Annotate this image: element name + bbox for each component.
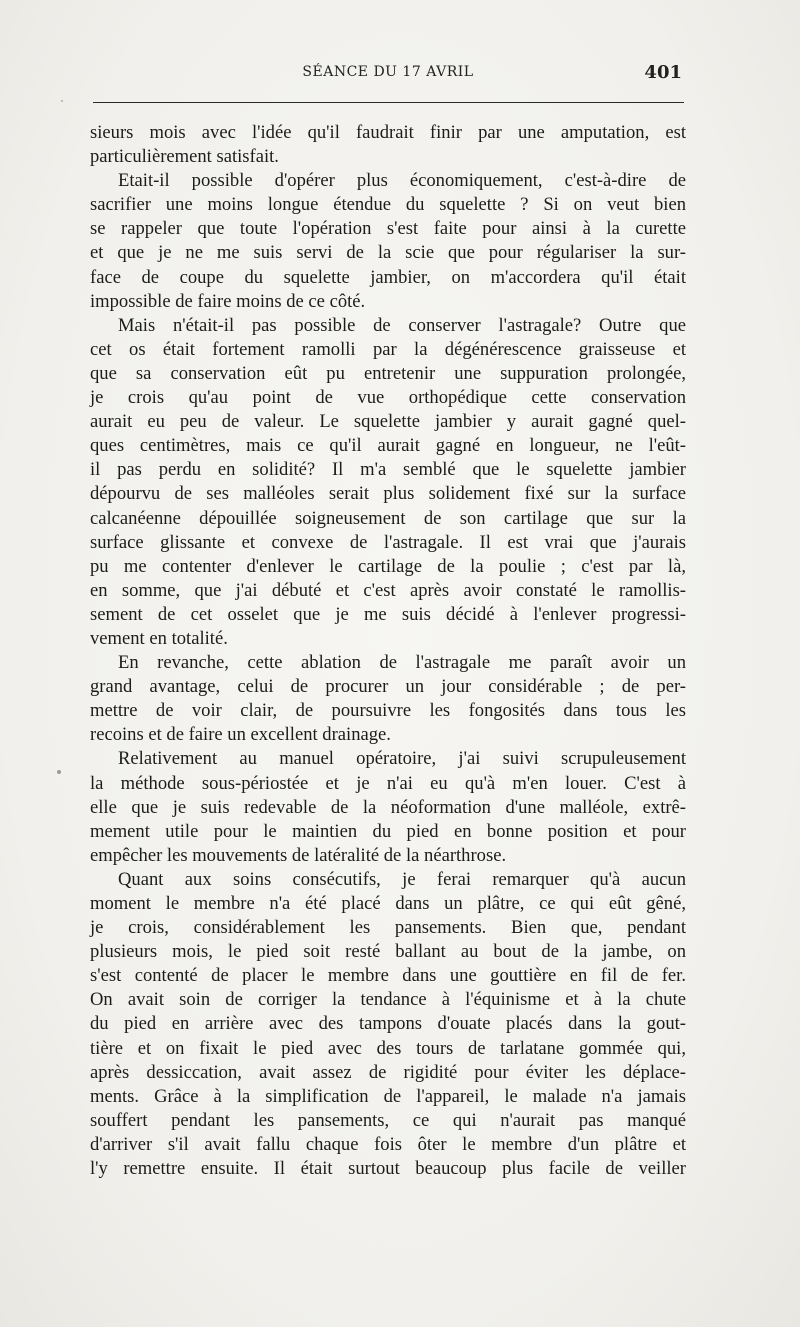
- text-line: En revanche, cette ablation de l'astragale me paraît avoir un: [118, 652, 686, 674]
- header-rule: [93, 102, 684, 103]
- text-line: que sa conservation eût pu entretenir une suppuration prolongée,: [90, 362, 686, 384]
- text-line: elle que je suis redevable de la néoformation d'une malléole, extrê-: [90, 796, 686, 818]
- running-title: SÉANCE DU 17 AVRIL: [302, 64, 474, 80]
- text-line: On avait soin de corriger la tendance à l'équinisme et à la chute: [90, 989, 686, 1011]
- body-text: [90, 121, 686, 1181]
- text-line: après dessiccation, avait assez de rigidité pour éviter les déplace-: [90, 1061, 686, 1083]
- text-line: s'est contenté de placer le membre dans une gouttière en fil de fer.: [90, 965, 686, 987]
- text-line: pu me contenter d'enlever le cartilage de la poulie ; c'est par là,: [90, 555, 686, 577]
- text-line: particulièrement satisfait.: [90, 146, 279, 168]
- text-line: tière et on fixait le pied avec des tours de tarlatane gommée qui,: [90, 1037, 686, 1059]
- text-line: du pied en arrière avec des tampons d'ouate placés dans la gout-: [90, 1013, 686, 1035]
- text-line: il pas perdu en solidité? Il m'a semblé que le squelette jambier: [90, 459, 686, 481]
- text-line: calcanéenne dépouillée soigneusement de son cartilage que sur la: [90, 507, 686, 529]
- text-line: recoins et de faire un excellent drainage.: [90, 724, 391, 746]
- text-line: empêcher les mouvements de latéralité de la néarthrose.: [90, 844, 507, 866]
- paragraph: [90, 314, 686, 651]
- paragraph: [90, 651, 686, 747]
- running-header: [90, 62, 686, 88]
- text-line: Relativement au manuel opératoire, j'ai suivi scrupuleusement: [118, 748, 686, 770]
- text-line: et que je ne me suis servi de la scie que pour régulariser la sur-: [90, 242, 686, 264]
- text-line: se rappeler que toute l'opération s'est faite pour ainsi à la curette: [90, 218, 686, 240]
- paragraph: [90, 747, 686, 867]
- text-line: souffert pendant les pansements, ce qui n'aurait pas manqué: [90, 1109, 686, 1131]
- text-line: grand avantage, celui de procurer un jour considérable ; de per-: [90, 676, 686, 698]
- text-line: sieurs mois avec l'idée qu'il faudrait finir par une amputation, est: [90, 122, 686, 143]
- paragraph: [90, 121, 686, 169]
- text-line: la méthode sous-périostée et je n'ai eu qu'à m'en louer. C'est à: [90, 772, 686, 794]
- text-line: d'arriver s'il avait fallu chaque fois ôter le membre d'un plâtre et: [90, 1133, 686, 1155]
- print-speck: [61, 100, 63, 102]
- text-line: mettre de voir clair, de poursuivre les fongosités dans tous les: [90, 700, 686, 722]
- text-line: Etait-il possible d'opérer plus économiquement, c'est-à-dire de: [118, 170, 686, 192]
- text-line: dépourvu de ses malléoles serait plus solidement fixé sur la surface: [90, 483, 686, 505]
- text-line: ments. Grâce à la simplification de l'appareil, le malade n'a jamais: [90, 1085, 686, 1107]
- text-line: plusieurs mois, le pied soit resté ballant au bout de la jambe, on: [90, 941, 686, 963]
- text-line: mement utile pour le maintien du pied en bonne position et pour: [90, 820, 686, 842]
- text-line: face de coupe du squelette jambier, on m'accordera qu'il était: [90, 266, 686, 288]
- text-line: Quant aux soins consécutifs, je ferai remarquer qu'à aucun: [118, 868, 686, 890]
- text-line: impossible de faire moins de ce côté.: [90, 290, 366, 312]
- text-line: cet os était fortement ramolli par la dégénérescence graisseuse et: [90, 338, 686, 360]
- text-line: moment le membre n'a été placé dans un plâtre, ce qui eût gêné,: [90, 893, 686, 914]
- page-number: 401: [644, 62, 682, 83]
- margin-mark: [57, 770, 61, 774]
- text-line: surface glissante et convexe de l'astragale. Il est vrai que j'aurais: [90, 531, 686, 553]
- text-line: vement en totalité.: [90, 627, 228, 649]
- paragraph: [90, 868, 686, 1181]
- text-line: l'y remettre ensuite. Il était surtout beaucoup plus facile de veiller: [90, 1158, 686, 1180]
- text-line: sacrifier une moins longue étendue du squelette ? Si on veut bien: [90, 194, 686, 216]
- text-line: je crois qu'au point de vue orthopédique cette conservation: [90, 387, 686, 409]
- text-line: Mais n'était-il pas possible de conserver l'astragale? Outre que: [118, 314, 686, 336]
- text-line: ques centimètres, mais ce qu'il aurait gagné en longueur, ne l'eût-: [90, 435, 686, 457]
- text-line: je crois, considérablement les pansements. Bien que, pendant: [90, 917, 686, 939]
- paragraph: [90, 169, 686, 314]
- text-line: en somme, que j'ai débuté et c'est après avoir constaté le ramollis-: [90, 579, 686, 601]
- text-line: sement de cet osselet que je me suis décidé à l'enlever progressi-: [90, 603, 686, 625]
- text-line: aurait eu peu de valeur. Le squelette jambier y aurait gagné quel-: [90, 411, 686, 433]
